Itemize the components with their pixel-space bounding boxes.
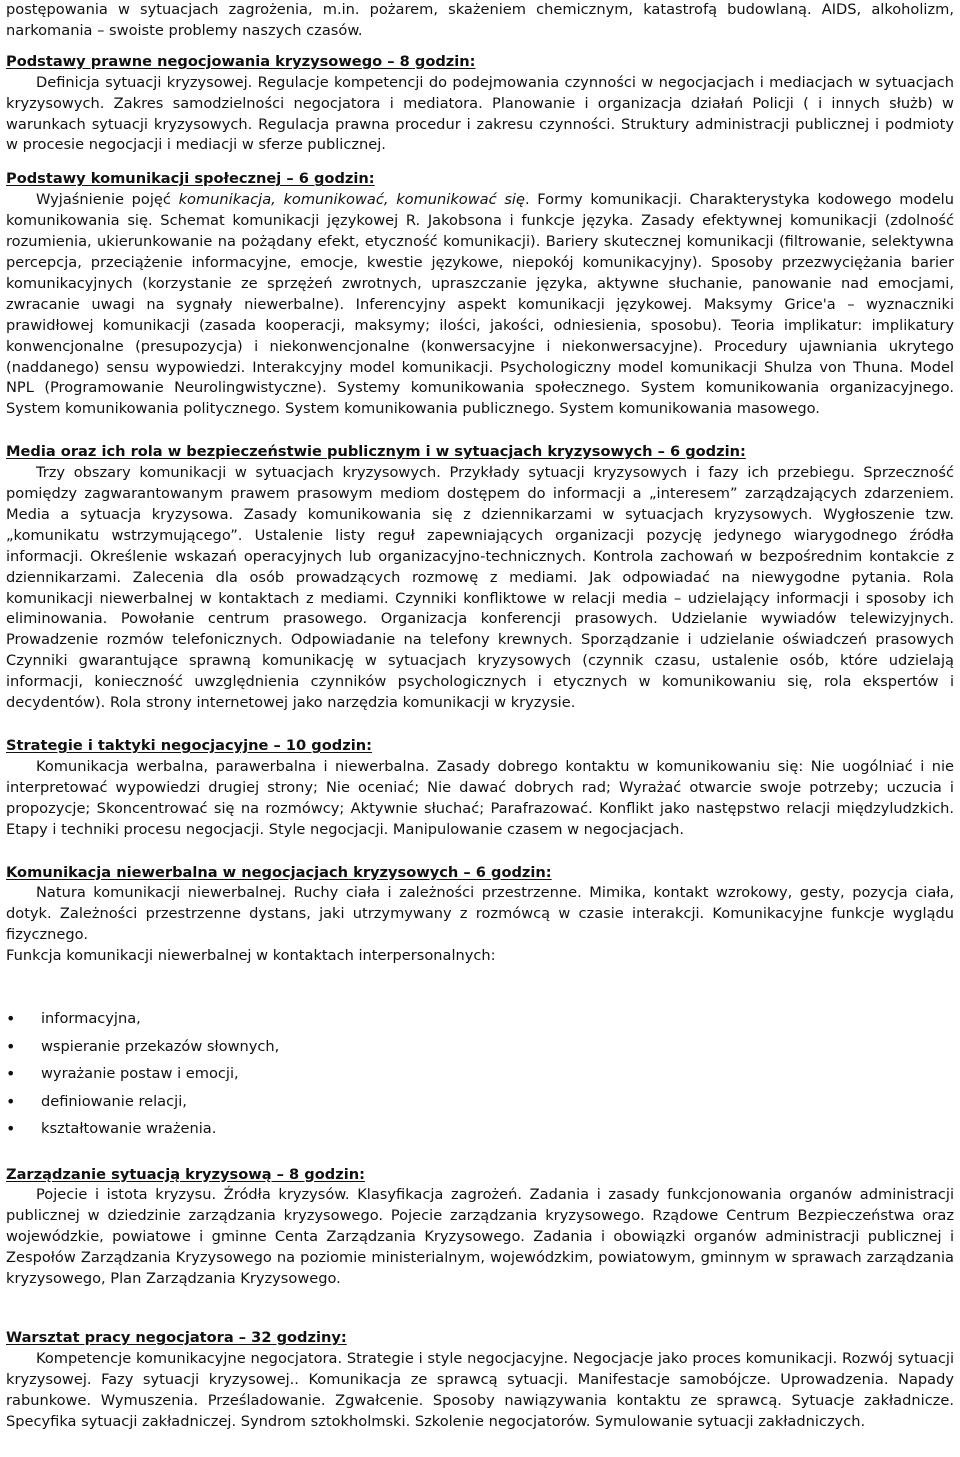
section-body-komunikacja [6, 190, 954, 420]
section-heading-prawne: Podstawy prawne negocjowania kryzysowego – 8 godzin: [6, 52, 476, 70]
list-item: • informacyjna, [41, 1005, 954, 1033]
section-heading-warsztat: Warsztat pracy negocjatora – 32 godziny: [6, 1329, 347, 1346]
functions-list [6, 1005, 954, 1143]
list-item: • wspieranie przekazów słownych, [41, 1033, 954, 1061]
intro-paragraph: postępowania w sytuacjach zagrożenia, m.in. pożarem, skażeniem chemicznym, katastrofą budowlaną. AIDS, alkoholizm, narkomania – swoiste problemy naszych czasów. [6, 1, 954, 39]
section-heading-niewerbalna: Komunikacja niewerbalna w negocjacjach kryzysowych – 6 godzin: [6, 863, 552, 881]
section-body-niewerbalna: Natura komunikacji niewerbalnej. Ruchy ciała i zależności przestrzenne. Mimika, kontakt wzrokowy, gesty, pozycja ciała, dotyk. Zależności przestrzenne dystans, jaki utrzymywany z rozmówcą w czasie interakcji. Komunikacyjne funkcje wyglądu fizycznego. [6, 884, 954, 944]
section-heading-zarzadzanie: Zarządzanie sytuacją kryzysową – 8 godzin: [6, 1165, 365, 1183]
list-item: • wyrażanie postaw i emocji, [41, 1060, 954, 1088]
functions-list-intro: Funkcja komunikacji niewerbalnej w kontaktach interpersonalnych: [6, 947, 496, 965]
list-item: • definiowanie relacji, [41, 1088, 954, 1116]
section-body-zarzadzanie: Pojecie i istota kryzysu. Źródła kryzysów. Klasyfikacja zagrożeń. Zadania i zasady funkcjonowania organów administracji publicznej w dziedzinie zarządzania kryzysowego. Pojecie zarządzania kryzysowego. Rządowe Centrum Bezpieczeństwa oraz wojewódzkie, powiatowe i gminne Centa Zarządzania Kryzysowego. Zadania i obowiązki organów administracji publicznej i Zespołów Zarządzania Kryzysowego na poziomie ministerialnym, wojewódzkim, powiatowym, gminnym w sprawach zarządzania kryzysowego, Plan Zarządzania Kryzysowego. [6, 1186, 954, 1288]
section-body-media: Trzy obszary komunikacji w sytuacjach kryzysowych. Przykłady sytuacji kryzysowych i fazy ich przebiegu. Sprzeczność pomiędzy zagwarantowanym prawem prasowym mediom dostępem do informacji a „interesem” zarządzających zdarzeniem. Media a sytuacja kryzysowa. Zasady komunikowania się z dziennikarzami w sytuacjach kryzysowych. Wygłoszenie tzw. „komunikatu wstrzymującego”. Ustalenie listy reguł zapewniających organizacji pozycję jedynego wiarygodnego źródła informacji. Określenie wskazań operacyjnych lub organizacyjno-technicznych. Kontrola zachowań w bezpośrednim kontakcie z dziennikarzami. Zalecenia dla osób prowadzących rozmowę z mediami. Jak odpowiadać na niewygodne pytania. Rola komunikacji niewerbalnej w kontaktach z mediami. Czynniki konfliktowe w relacji media – udzielający informacji i sposoby ich eliminowania. Powołanie centrum prasowego. Organizacja konferencji prasowych. Udzielanie wywiadów telewizyjnych. Prowadzenie rozmów telefonicznych. Odpowiadanie na telefony krewnych. Sporządzanie i udzielanie oświadczeń prasowych Czynniki gwarantujące sprawną komunikację w sytuacjach kryzysowych (czynnik czasu, ustalenie osób, które udzielają informacji, konieczność uwzględnienia czynników psychologicznych i etycznych w komunikowaniu się, rola ekspertów i decydentów). Rola strony internetowej jako narzędzia komunikacji w kryzysie. [6, 464, 954, 712]
list-item: • kształtowanie wrażenia. [41, 1115, 954, 1143]
komunikacja-text-part-2: . Formy komunikacji. Charakterystyka kodowego modelu komunikowania się. Schemat komunikacji językowej R. Jakobsona i funkcje języka. Zasady efektywnej komunikacji (zdolność rozumienia, ukierunkowanie na pożądany efekt, etyczność komunikacji). Bariery skutecznej komunikacji (filtrowanie, selektywna percepcja, przeciążenie informacyjne, emocje, kwestie językowe, niepokój komunikacyjny). Sposoby przezwyciężania barier komunikacyjnych (korzystanie ze sprzężeń zwrotnych, upraszczanie języka, aktywne słuchanie, panowanie nad emocjami, zwracanie uwagi na sygnały niewerbalne). Inferencyjny aspekt komunikacji językowej. Maksymy Grice'a – wyznaczniki prawidłowej komunikacji (zasada kooperacji, maksymy; ilości, jakości, odniesienia, sposobu). Teoria implikatur: implikatury konwencjonalne (presupozycja) i niekonwencjonalne (konwersacyjne i niekonwersacyjne). Procedury ujawniania ukrytego (naddanego) sensu wypowiedzi. Interakcyjny model komunikacji. Psychologiczny model komunikacji Shulza von Thuna. Model NPL (Programowanie Neurolingwistyczne). Systemy komunikowania społecznego. System komunikowania organizacyjnego. System komunikowania politycznego. System komunikowania publicznego. System komunikowania masowego. [6, 191, 954, 418]
section-body-warsztat: Kompetencje komunikacyjne negocjatora. Strategie i style negocjacyjne. Negocjacje jako proces komunikacji. Rozwój sytuacji kryzysowej. Fazy sytuacji kryzysowej.. Komunikacja ze sprawcą sytuacji. Manifestacje samobójcze. Uprowadzenia. Napady rabunkowe. Wymuszenia. Prześladowanie. Zgwałcenie. Sposoby nawiązywania kontaktu ze sprawcą. Sytuacje zakładnicze. Specyfika sytuacji zakładniczej. Syndrom sztokholmski. Szkolenie negocjatorów. Symulowanie sytuacji zakładniczych. [6, 1349, 954, 1430]
section-heading-media: Media oraz ich rola w bezpieczeństwie publicznym i w sytuacjach kryzysowych – 6 godzin: [6, 443, 746, 461]
section-heading-komunikacja: Podstawy komunikacji społecznej – 6 godzin: [6, 170, 375, 188]
section-body-strategie: Komunikacja werbalna, parawerbalna i niewerbalna. Zasady dobrego kontaktu w komunikowaniu się: Nie uogólniać i nie interpretować wypowiedzi drugiej strony; Nie oceniać; Nie dawać dobrych rad; Wyrażać otwarcie swoje potrzeby; uczucia i propozycje; Skoncentrować się na rozmówcy; Aktywnie słuchać; Parafrazować. Konflikt jako następstwo relacji międzyludzkich. Etapy i techniki procesu negocjacji. Style negocjacji. Manipulowanie czasem w negocjacjach. [6, 757, 954, 838]
komunikacja-text-part-1: Wyjaśnienie pojęć [36, 191, 179, 209]
section-body-prawne: Definicja sytuacji kryzysowej. Regulacje kompetencji do podejmowania czynności w negocjacjach i mediacjach w sytuacjach kryzysowych. Zakres samodzielności negocjatora i mediatora. Planowanie i organizacja działań Policji ( i innych służb) w warunkach sytuacji kryzysowych. Regulacja prawna procedur i zakresu czynności. Struktury administracji publicznej i podmioty w procesie negocjacji i mediacji w sferze publicznej. [6, 73, 954, 154]
komunikacja-terms-italic: komunikacja, komunikować, komunikować się [178, 191, 525, 209]
section-heading-strategie: Strategie i taktyki negocjacyjne – 10 godzin: [6, 737, 372, 754]
